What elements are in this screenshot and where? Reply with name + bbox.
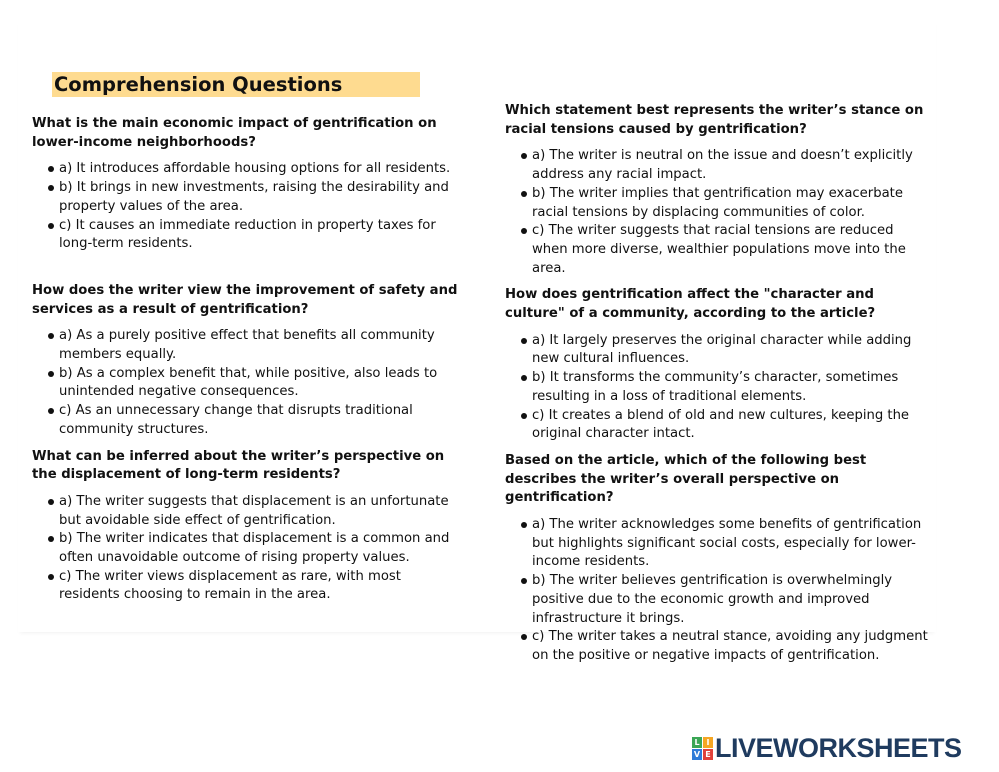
bullet-icon bbox=[48, 408, 54, 414]
answer-option-text: b) The writer implies that gentrification may exacerbate racial tensions by displacing communities of color. bbox=[532, 185, 903, 220]
answer-option-text: b) The writer believes gentrification is overwhelmingly positive due to the economic growth and improved infrastructure it brings. bbox=[532, 573, 893, 626]
bullet-icon bbox=[48, 536, 54, 542]
question-block bbox=[32, 448, 462, 606]
question-text: Which statement best represents the writer’s stance on racial tensions caused by gentrification? bbox=[505, 103, 924, 137]
answer-option-text: c) The writer suggests that racial tensions are reduced when more diverse, wealthier populations move into the area. bbox=[532, 223, 906, 276]
answer-option-text: c) As an unnecessary change that disrupts traditional community structures. bbox=[59, 403, 413, 437]
answer-options bbox=[32, 160, 462, 254]
answer-option[interactable] bbox=[521, 369, 930, 406]
bullet-icon bbox=[521, 375, 527, 381]
logo-letter-i: I bbox=[703, 737, 713, 748]
answer-option-text: a) It largely preserves the original character while adding new cultural influences. bbox=[532, 332, 912, 367]
right-question-column bbox=[505, 102, 930, 666]
question-text: How does gentrification affect the "character and culture" of a community, according to the article? bbox=[505, 287, 876, 322]
bullet-icon bbox=[48, 499, 54, 505]
bullet-icon bbox=[521, 153, 527, 159]
answer-option-text: c) It causes an immediate reduction in property taxes for long-term residents. bbox=[59, 217, 436, 252]
answer-option[interactable] bbox=[48, 179, 462, 216]
answer-option[interactable] bbox=[521, 407, 930, 444]
left-question-column bbox=[32, 115, 462, 605]
question-block bbox=[505, 286, 930, 444]
brand-name: LIVEWORKSHEETS bbox=[715, 733, 962, 763]
answer-option[interactable] bbox=[521, 147, 930, 184]
answer-option-text: b) It transforms the community’s character, sometimes resulting in a loss of traditional elements. bbox=[532, 370, 899, 404]
logo-letter-e: E bbox=[703, 749, 713, 760]
answer-option-text: a) The writer is neutral on the issue and doesn’t explicitly address any racial impact. bbox=[532, 148, 913, 183]
answer-options bbox=[32, 327, 462, 439]
answer-option[interactable] bbox=[521, 185, 930, 222]
answer-option-text: c) The writer views displacement as rare, with most residents choosing to remain in the area. bbox=[59, 568, 401, 603]
bullet-icon bbox=[48, 185, 54, 191]
bullet-icon bbox=[48, 574, 54, 580]
answer-option-text: c) The writer takes a neutral stance, avoiding any judgment on the positive or negative impacts of gentrification. bbox=[532, 629, 928, 663]
answer-option-text: c) It creates a blend of old and new cultures, keeping the original character intact. bbox=[532, 407, 910, 442]
page-title: Comprehension Questions bbox=[52, 72, 420, 97]
logo-letter-l: L bbox=[692, 737, 702, 748]
bullet-icon bbox=[521, 338, 527, 344]
answer-option-text: b) As a complex benefit that, while positive, also leads to unintended negative consequences. bbox=[59, 365, 438, 400]
question-text: Based on the article, which of the following best describes the writer’s overall perspective on gentrification? bbox=[505, 452, 867, 506]
logo-mark-icon bbox=[692, 737, 713, 760]
question-block bbox=[505, 102, 930, 278]
answer-options bbox=[505, 147, 930, 278]
answer-option[interactable] bbox=[48, 568, 462, 605]
logo-letter-v: V bbox=[693, 749, 701, 759]
bullet-icon bbox=[48, 333, 54, 339]
bullet-icon bbox=[48, 166, 54, 172]
bullet-icon bbox=[521, 634, 527, 640]
answer-option[interactable] bbox=[521, 222, 930, 278]
answer-option-text: b) It brings in new investments, raising the desirability and property values of the area. bbox=[59, 180, 449, 214]
answer-option[interactable] bbox=[48, 160, 462, 179]
bullet-icon bbox=[521, 413, 527, 419]
answer-option[interactable] bbox=[48, 365, 462, 402]
question-text: What is the main economic impact of gentrification on lower-income neighborhoods? bbox=[32, 116, 437, 150]
answer-option-text: a) The writer suggests that displacement is an unfortunate but avoidable side effect of gentrification. bbox=[59, 493, 449, 528]
answer-option[interactable] bbox=[48, 402, 462, 439]
bullet-icon bbox=[521, 522, 527, 528]
answer-option-text: b) The writer indicates that displacement is a common and often unavoidable outcome of rising property values. bbox=[59, 531, 450, 566]
bullet-icon bbox=[521, 191, 527, 197]
answer-option-text: a) It introduces affordable housing options for all residents. bbox=[59, 161, 451, 177]
bullet-icon bbox=[48, 371, 54, 377]
question-block bbox=[32, 115, 462, 254]
question-text: What can be inferred about the writer’s perspective on the displacement of long-term residents? bbox=[32, 448, 445, 483]
answer-option-text: a) As a purely positive effect that benefits all community members equally. bbox=[59, 328, 435, 363]
answer-option[interactable] bbox=[48, 217, 462, 254]
answer-option-text: a) The writer acknowledges some benefits of gentrification but highlights significant social costs, especially for lower-income residents. bbox=[532, 517, 922, 570]
answer-option[interactable] bbox=[521, 516, 930, 572]
bullet-icon bbox=[521, 578, 527, 584]
answer-option[interactable] bbox=[521, 572, 930, 628]
answer-option[interactable] bbox=[48, 530, 462, 567]
answer-options bbox=[505, 332, 930, 444]
question-block bbox=[505, 452, 930, 666]
answer-option[interactable] bbox=[521, 628, 930, 665]
bullet-icon bbox=[521, 228, 527, 234]
answer-option[interactable] bbox=[48, 327, 462, 364]
answer-option[interactable] bbox=[48, 493, 462, 530]
liveworksheets-logo[interactable] bbox=[692, 734, 962, 762]
answer-option[interactable] bbox=[521, 332, 930, 369]
answer-options bbox=[505, 516, 930, 666]
answer-options bbox=[32, 493, 462, 605]
question-text: How does the writer view the improvement of safety and services as a result of gentrification? bbox=[32, 282, 458, 317]
question-block bbox=[32, 282, 462, 440]
bullet-icon bbox=[48, 223, 54, 229]
